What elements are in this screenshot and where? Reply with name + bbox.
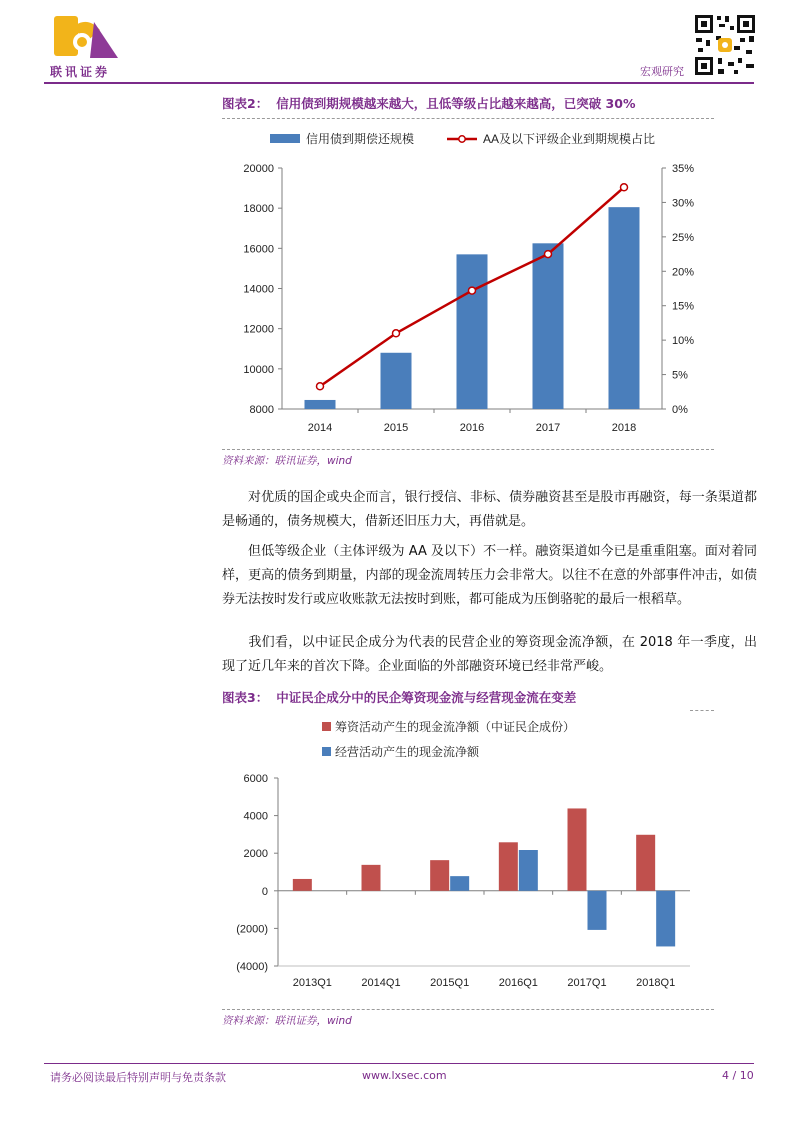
- chart2-x-tick-label: 2017Q1: [567, 977, 607, 989]
- paragraph-1: [222, 486, 757, 534]
- paragraph-2: [222, 540, 757, 612]
- chart2-bar-operating: [450, 876, 469, 891]
- chart1-bar: [381, 353, 412, 409]
- qr-code: [694, 14, 756, 76]
- chart2-x-tick-label: 2013Q1: [292, 977, 332, 989]
- chart2-y-tick-label: (4000): [236, 961, 268, 973]
- chart2-y-tick-label: 4000: [243, 810, 268, 823]
- chart2-x-tick-label: 2016Q1: [498, 977, 538, 989]
- header-rule: [44, 82, 754, 84]
- chart2-x-tick-label: 2014Q1: [361, 977, 401, 989]
- chart1-x-tick-label: 2018: [611, 422, 637, 434]
- paragraph-1-text: 对优质的国企或央企而言，银行授信、非标、债券融资甚至是股市再融资，每一条渠道都是畅通的，债务规模大，借新还旧压力大，再借就是。: [222, 490, 757, 529]
- company-logo: [52, 12, 120, 62]
- figure2-bottom-rule: [222, 449, 714, 450]
- chart2-y-tick-label: 6000: [243, 773, 268, 785]
- figure2-chart: [222, 122, 714, 442]
- chart1-bar: [457, 254, 488, 409]
- figure3-top-rule: [690, 710, 714, 711]
- chart1-y-left-tick-label: 18000: [243, 203, 274, 216]
- footer-rule: [44, 1063, 754, 1064]
- figure2-title: [222, 94, 635, 112]
- chart1-y-right-tick-label: 0%: [672, 404, 688, 416]
- chart2-y-tick-label: (2000): [236, 923, 268, 936]
- chart1-line-point: [469, 287, 476, 294]
- figure3-chart: [222, 712, 714, 1007]
- chart2-bar-financing: [499, 842, 518, 891]
- chart1-legend-bar-swatch: [270, 134, 300, 143]
- chart2-legend-swatch-operating: [322, 747, 331, 756]
- paragraph-3: [222, 631, 757, 679]
- chart2-bar-financing: [430, 860, 449, 891]
- chart2-x-tick-label: 2015Q1: [430, 977, 470, 989]
- chart1-legend: [270, 131, 655, 146]
- chart2-legend-label-financing: 筹资活动产生的现金流净额（中证民企成份）: [335, 720, 576, 734]
- chart1-line-point: [393, 330, 400, 337]
- paragraph-3-text: 我们看，以中证民企成分为代表的民营企业的筹资现金流净额，在 2018 年一季度，出现了近几年来的首次下降。企业面临的外部融资环境已经非常严峻。: [222, 635, 757, 674]
- figure2-source: 资料来源：联讯证券，wind: [222, 455, 352, 467]
- chart1-y-right-tick-label: 10%: [672, 335, 695, 348]
- chart1-y-right-tick-label: 20%: [672, 266, 695, 279]
- chart1-bar: [305, 400, 336, 409]
- chart2-bar-operating: [519, 850, 538, 891]
- figure3-bottom-rule: [222, 1009, 714, 1010]
- chart2-bar-operating: [656, 891, 675, 947]
- chart2-y-tick-label: 0: [261, 885, 268, 898]
- chart1-y-left-tick-label: 12000: [243, 323, 274, 336]
- footer-page-number: 4 / 10: [722, 1069, 754, 1082]
- chart1-x-tick-label: 2016: [459, 422, 485, 434]
- chart1-y-left-tick-label: 16000: [243, 243, 274, 256]
- chart2-legend: [322, 719, 575, 759]
- chart2-y-tick-label: 2000: [243, 848, 268, 861]
- figure3-title-text: 中证民企成分中的民企筹资现金流与经营现金流在变差: [276, 690, 577, 705]
- chart2-bar-operating: [588, 891, 607, 930]
- chart1-legend-line-label: AA及以下评级企业到期规模占比: [483, 132, 656, 146]
- chart2-legend-label-operating: 经营活动产生的现金流净额: [335, 745, 480, 759]
- chart2-legend-swatch-financing: [322, 722, 331, 731]
- chart1-x-tick-label: 2017: [535, 422, 561, 434]
- chart1-line-point: [317, 383, 324, 390]
- figure2-title-text: 信用债到期规模越来越大，且低等级占比越来越高，已突破 30%: [276, 96, 636, 111]
- chart1-y-right-tick-label: 5%: [672, 369, 688, 382]
- chart2-bar-financing: [636, 835, 655, 891]
- figure3-label: 图表3：: [222, 690, 269, 705]
- section-label: 宏观研究: [640, 65, 684, 78]
- figure2-top-rule: [222, 118, 714, 119]
- chart1-y-left-tick-label: 8000: [249, 404, 274, 416]
- company-name: 联讯证券: [50, 65, 111, 79]
- chart1-y-right-tick-label: 15%: [672, 300, 695, 313]
- chart1-y-right-tick-label: 30%: [672, 197, 695, 210]
- footer-disclaimer: 请务必阅读最后特别声明与免责条款: [50, 1071, 226, 1084]
- figure3-source: 资料来源：联讯证券，wind: [222, 1015, 352, 1027]
- chart1-line-point: [545, 251, 552, 258]
- chart2-x-tick-label: 2018Q1: [636, 977, 676, 989]
- chart1-y-left-tick-label: 14000: [243, 283, 274, 296]
- chart1-bar: [533, 243, 564, 409]
- chart2-bar-financing: [568, 808, 587, 890]
- chart2-bar-financing: [362, 865, 381, 891]
- chart1-y-left-tick-label: 20000: [243, 163, 274, 175]
- chart1-legend-bar-label: 信用债到期偿还规模: [306, 132, 415, 146]
- chart1-x-tick-label: 2015: [383, 422, 409, 434]
- chart2-bar-financing: [293, 879, 312, 891]
- chart1-line-point: [621, 184, 628, 191]
- chart1-legend-line-marker: [459, 136, 465, 142]
- chart1-bar: [609, 207, 640, 409]
- figure3-title: [222, 688, 576, 706]
- footer-website[interactable]: www.lxsec.com: [362, 1069, 447, 1082]
- chart1-x-tick-label: 2014: [307, 422, 333, 434]
- chart1-y-right-tick-label: 25%: [672, 231, 695, 244]
- chart1-y-left-tick-label: 10000: [243, 363, 274, 376]
- figure2-label: 图表2：: [222, 96, 269, 111]
- paragraph-2-text: 但低等级企业（主体评级为 AA 及以下）不一样。融资渠道如今已是重重阻塞。面对着同样，更高的债务到期量，内部的现金流周转压力会非常大。以往不在意的外部事件冲击，如债券无法按时发行或应收账款无法按时到账，都可能成为压倒骆驼的最后一根稻草。: [222, 544, 757, 607]
- chart1-y-right-tick-label: 35%: [672, 163, 695, 175]
